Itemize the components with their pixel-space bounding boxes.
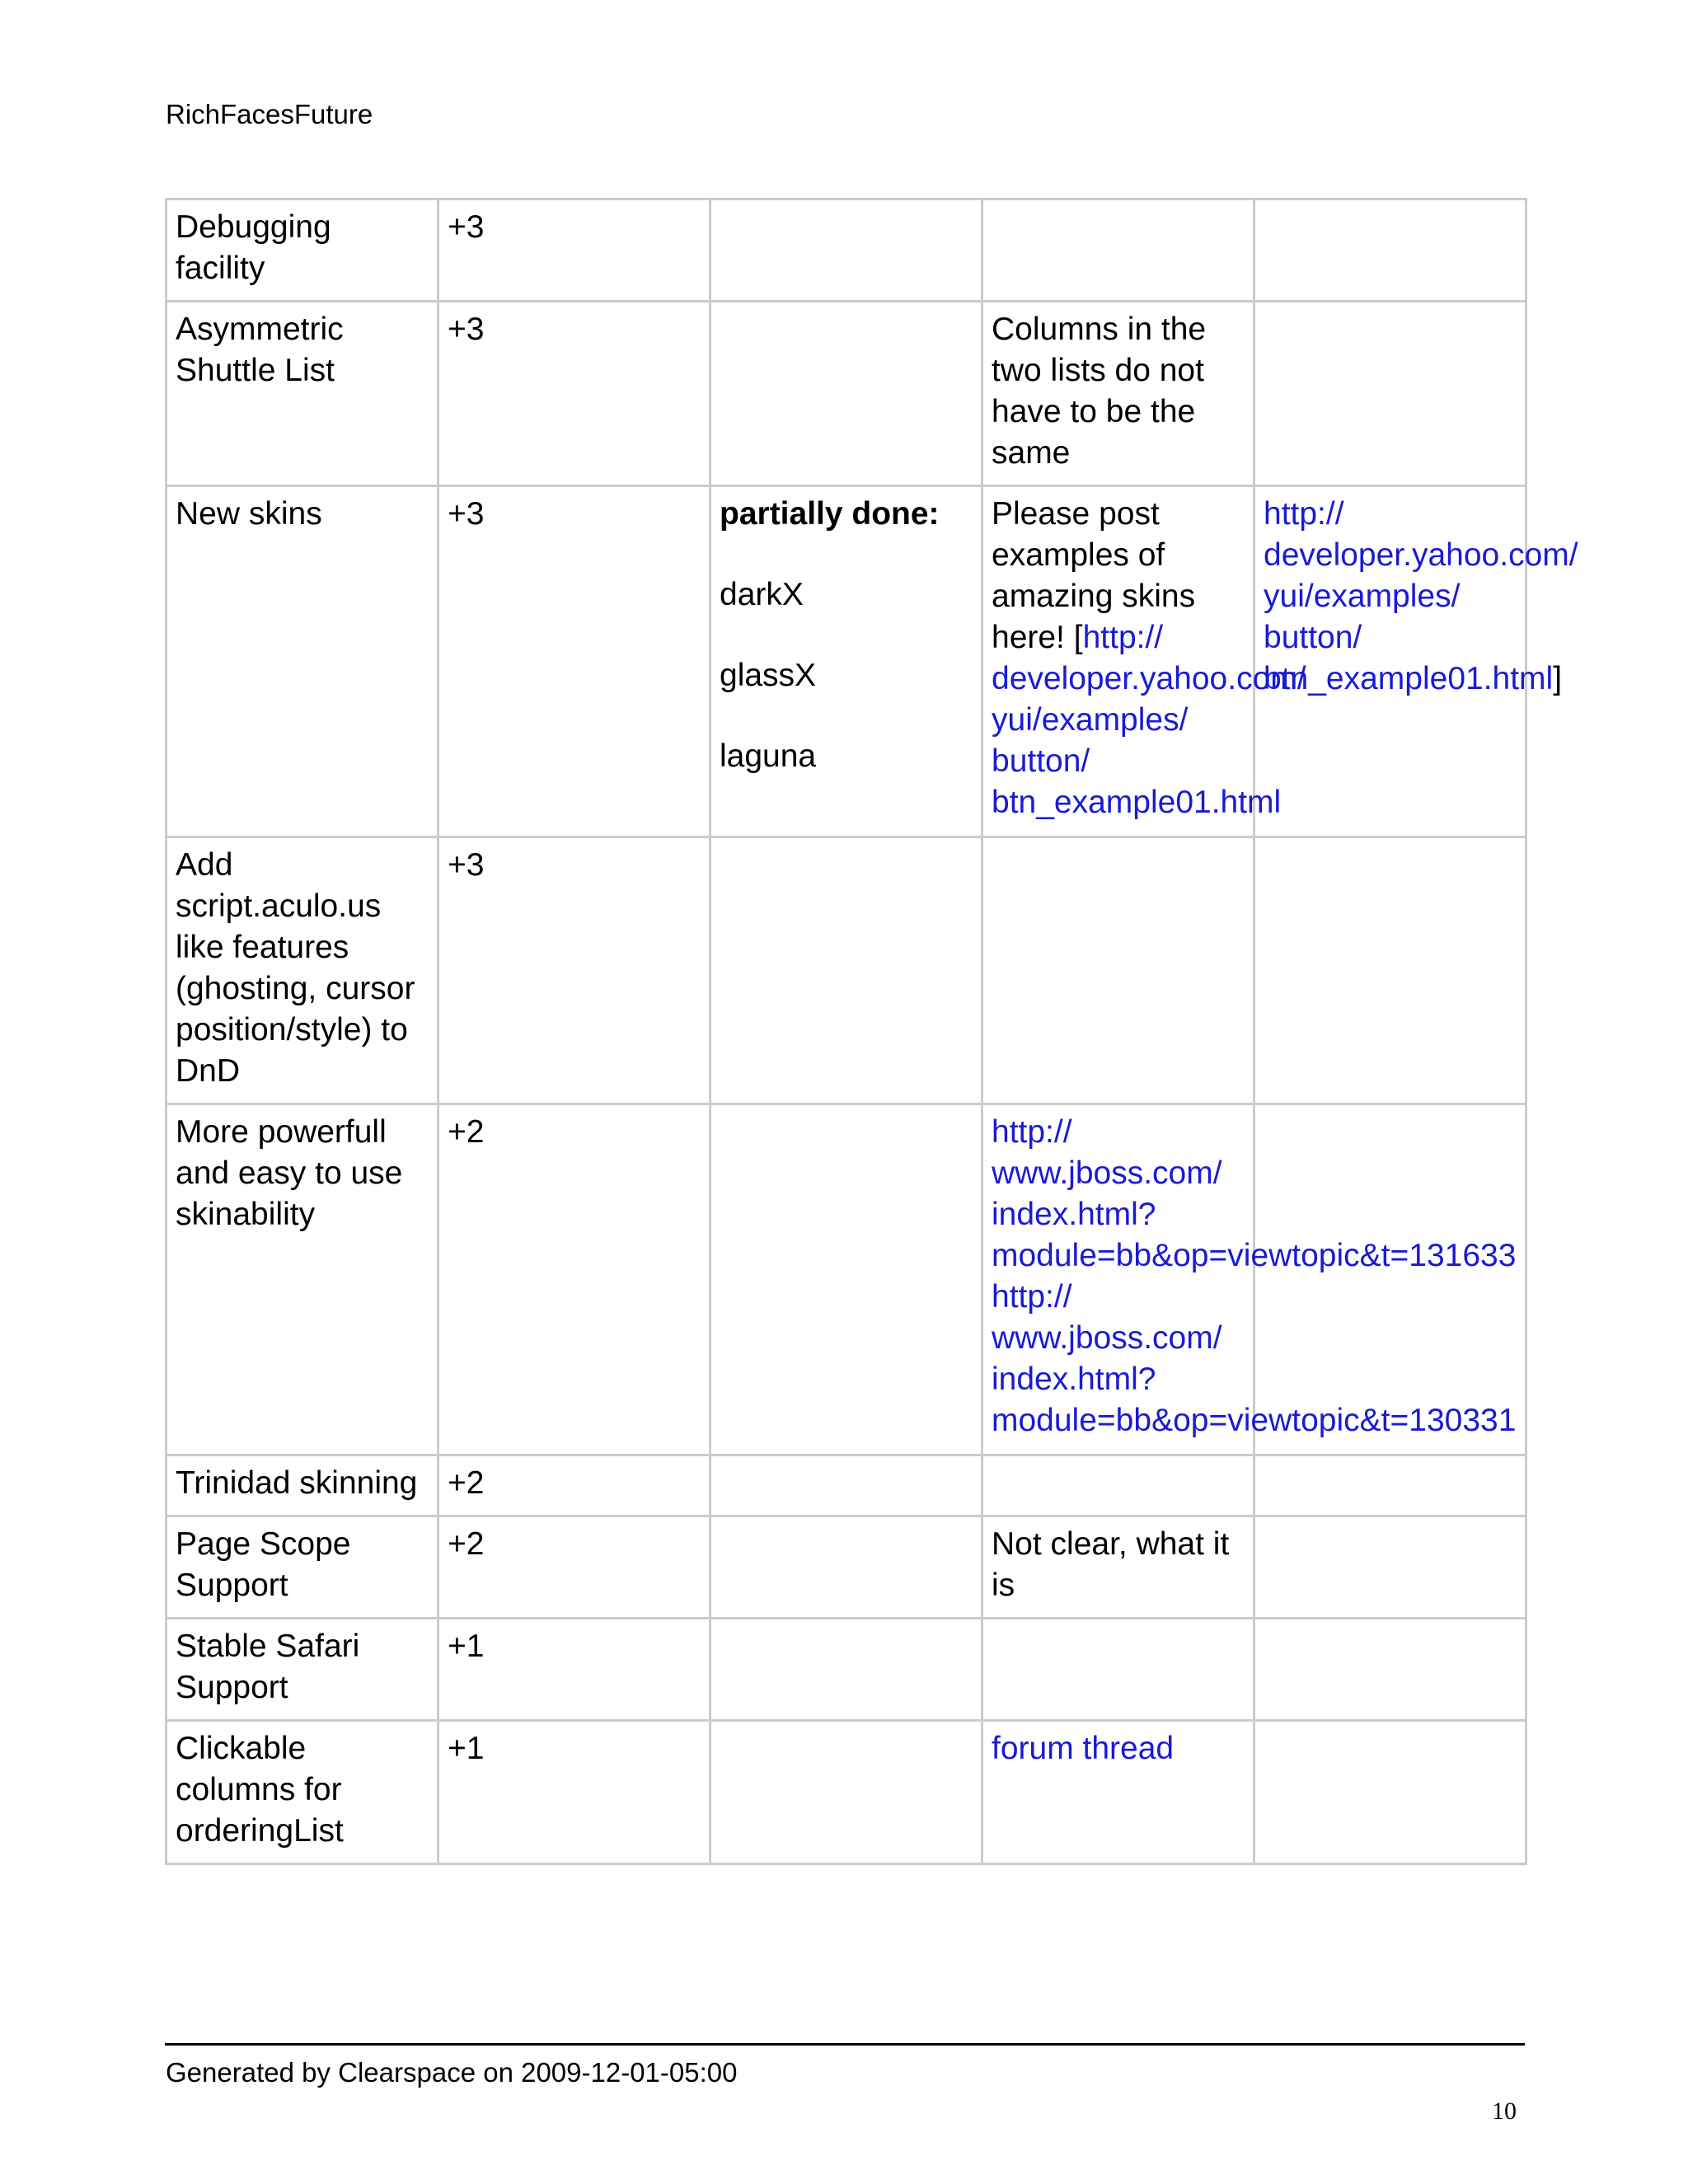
comment-cell (982, 486, 1306, 837)
feature-cell: Stable Safari Support (166, 1619, 438, 1721)
votes-cell: +3 (438, 199, 710, 302)
links-cell (1254, 1455, 1526, 1516)
comment-cell: Not clear, what it is (982, 1516, 1254, 1619)
votes-cell: +2 (438, 1516, 710, 1619)
status-cell (710, 486, 982, 837)
table-row (166, 199, 1526, 302)
table-row (166, 486, 1526, 837)
votes-cell: +3 (438, 486, 710, 837)
comment-cell (982, 199, 1254, 302)
status-item: laguna (720, 738, 817, 774)
comment-cell (982, 1104, 1517, 1455)
feature-cell: New skins (166, 486, 438, 837)
table-row (166, 1516, 1526, 1619)
links-cell (1254, 1516, 1526, 1619)
yahoo-example-link[interactable]: http:// developer.yahoo.com/ yui/examples/ button/ (1264, 496, 1578, 655)
footer-generated-text: Generated by Clearspace on 2009-12-01-05:00 (166, 2057, 738, 2088)
table-row (166, 1619, 1526, 1721)
status-cell (710, 1721, 982, 1864)
feature-cell: Add script.aculo.us like features (ghosting, cursor position/style) to DnD (166, 837, 438, 1104)
votes-cell: +1 (438, 1619, 710, 1721)
status-heading: partially done: (720, 496, 940, 532)
page-header-title: RichFacesFuture (166, 99, 373, 129)
status-item: darkX (720, 577, 804, 612)
skin-example-link-end[interactable]: btn_example01.html (992, 785, 1282, 820)
table-row (166, 1104, 1526, 1455)
status-cell (710, 302, 982, 486)
status-cell (710, 1104, 982, 1455)
page-number: 10 (1492, 2097, 1517, 2125)
feature-vote-table (165, 198, 1578, 1865)
votes-cell: +2 (438, 1455, 710, 1516)
feature-cell: Debugging facility (166, 199, 438, 302)
links-cell (1254, 302, 1526, 486)
status-cell (710, 1619, 982, 1721)
status-item: glassX (720, 658, 817, 693)
feature-cell: Page Scope Support (166, 1516, 438, 1619)
feature-cell: More powerfull and easy to use skinability (166, 1104, 438, 1455)
comment-cell (982, 1721, 1254, 1864)
votes-cell: +3 (438, 837, 710, 1104)
votes-cell: +1 (438, 1721, 710, 1864)
links-cell (1254, 1619, 1526, 1721)
yahoo-example-link-end[interactable]: btn_example01.html (1264, 661, 1554, 696)
forum-thread-link[interactable]: forum thread (992, 1731, 1175, 1766)
feature-cell: Trinidad skinning (166, 1455, 438, 1516)
skin-example-link-cont[interactable]: yui/examples/ button/ (992, 702, 1189, 779)
forum-link[interactable]: http:// www.jboss.com/ index.html? (992, 1279, 1222, 1397)
votes-cell: +3 (438, 302, 710, 486)
table-row (166, 302, 1526, 486)
votes-cell: +2 (438, 1104, 710, 1455)
status-cell (710, 837, 982, 1104)
comment-text: Please post examples of amazing skins here! [ (992, 496, 1196, 655)
status-cell (710, 1455, 982, 1516)
feature-cell: Asymmetric Shuttle List (166, 302, 438, 486)
bracket-text: ] (1553, 661, 1563, 696)
feature-cell: Clickable columns for orderingList (166, 1721, 438, 1864)
forum-link[interactable]: http:// www.jboss.com/ index.html? (992, 1114, 1222, 1232)
comment-cell (982, 837, 1254, 1104)
links-cell (1254, 837, 1526, 1104)
table-row (166, 1721, 1526, 1864)
forum-link-end[interactable]: module=bb&op=viewtopic&t=130331 (992, 1403, 1517, 1438)
comment-cell (982, 1619, 1254, 1721)
links-cell (1254, 1721, 1526, 1864)
table-row (166, 837, 1526, 1104)
forum-link-end[interactable]: module=bb&op=viewtopic&t=131633 (992, 1238, 1517, 1273)
status-cell (710, 1516, 982, 1619)
comment-cell (982, 1455, 1254, 1516)
comment-cell: Columns in the two lists do not have to be the same (982, 302, 1254, 486)
footer-divider (165, 2043, 1525, 2046)
status-cell (710, 199, 982, 302)
links-cell (1254, 199, 1526, 302)
links-cell (1254, 486, 1578, 837)
table-row (166, 1455, 1526, 1516)
skin-example-link[interactable]: http:// developer.yahoo.com/ (992, 620, 1306, 696)
